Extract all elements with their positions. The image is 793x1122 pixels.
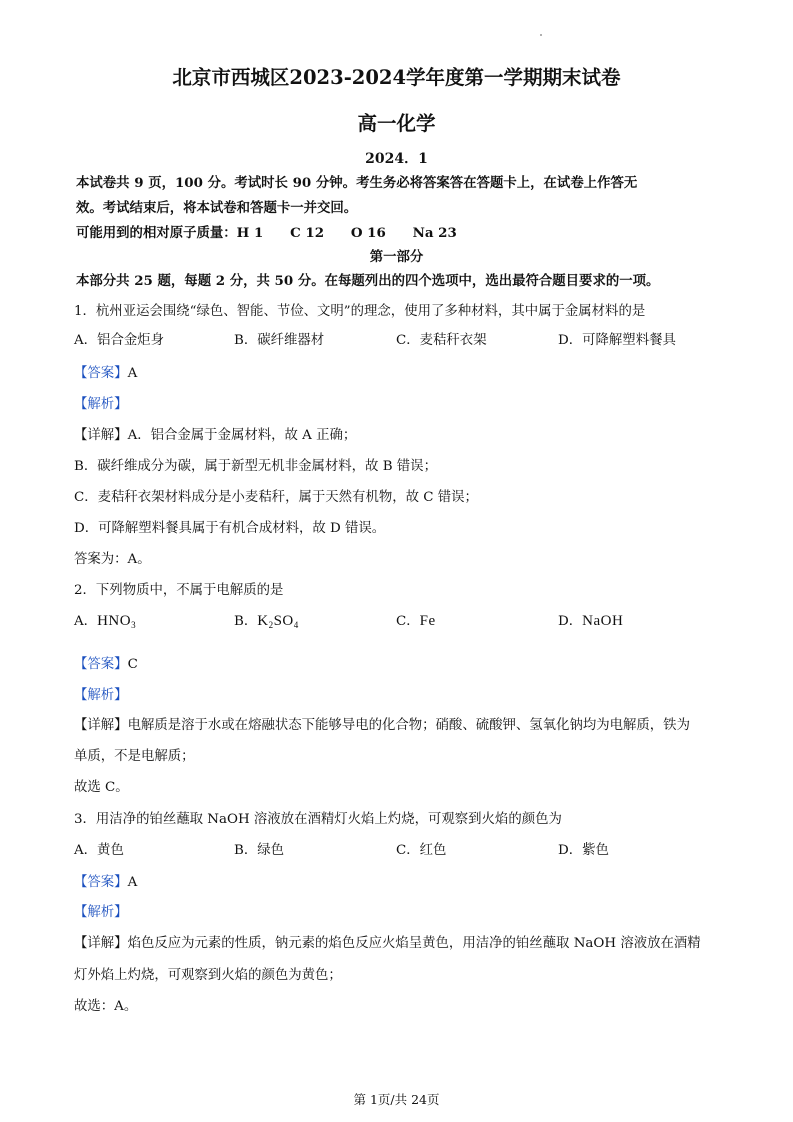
part-title: 第一部分 xyxy=(369,249,424,265)
q3-analysis-line xyxy=(74,901,128,920)
atomic-mass-line: 可能用到的相对原子质量：H 1 C 12 O 16 Na 23 xyxy=(76,225,457,241)
analysis-tag: 【解析】 xyxy=(74,397,128,412)
answer-tag: 【答案】 xyxy=(74,366,128,381)
answer-tag: 【答案】 xyxy=(74,657,128,672)
intro-line-1: 本试卷共 9 页，100 分。考试时长 90 分钟。考生务必将答案答在答题卡上，在试卷上作答无 xyxy=(76,175,638,191)
q2-detail-2: 单质，不是电解质； xyxy=(74,749,195,764)
q1-conclusion: 答案为：A。 xyxy=(74,552,151,567)
q1-option-d: D．可降解塑料餐具 xyxy=(558,333,676,348)
subject-title: 高一化学 xyxy=(357,112,436,135)
q2-option-c xyxy=(396,610,436,630)
q2-formula-hno3 xyxy=(97,613,136,629)
q3-detail-1: 焰色反应为元素的性质，钠元素的焰色反应火焰呈黄色，用洁净的铂丝蘸取 NaOH 溶液放在酒精 xyxy=(127,936,701,951)
q2-formula-k2so4 xyxy=(257,613,299,629)
page-footer: 第 1页/共 24页 xyxy=(353,1092,440,1107)
q1-option-c: C．麦秸秆衣架 xyxy=(396,333,487,348)
q2-analysis-line xyxy=(74,684,128,703)
q1-option-b: B．碳纤维器材 xyxy=(234,333,325,348)
exam-title: 北京市西城区2023-2024学年度第一学期期末试卷 xyxy=(172,66,621,89)
q1-detail-line-1 xyxy=(74,424,356,443)
q1-detail-4: D．可降解塑料餐具属于有机合成材料，故 D 错误。 xyxy=(74,521,386,536)
q2-conclusion: 故选 C。 xyxy=(74,780,129,795)
q3-conclusion: 故选：A。 xyxy=(74,999,138,1014)
q3-option-b: B．绿色 xyxy=(234,843,285,858)
q3-answer: A xyxy=(127,875,138,890)
q2-stem: 2．下列物质中，不属于电解质的是 xyxy=(74,583,284,598)
q2-option-b xyxy=(234,610,299,630)
q2-option-d-letter: D． xyxy=(558,614,583,629)
detail-tag: 【详解】 xyxy=(74,718,128,733)
formula-subscript: 3 xyxy=(131,620,137,630)
q2-option-c-letter: C． xyxy=(396,614,420,629)
detail-tag: 【详解】 xyxy=(74,428,128,443)
formula-text: HNO xyxy=(97,613,132,629)
q2-formula-fe: Fe xyxy=(419,613,436,629)
part-intro: 本部分共 25 题，每题 2 分，共 50 分。在每题列出的四个选项中，选出最符合题目要求的一项。 xyxy=(76,273,660,289)
q3-option-a: A．黄色 xyxy=(74,843,124,858)
q1-answer: A xyxy=(127,366,138,381)
q3-answer-line xyxy=(74,871,137,890)
q3-option-d: D．紫色 xyxy=(558,843,609,858)
q2-option-a xyxy=(74,610,136,630)
scan-dot xyxy=(540,34,542,36)
q3-detail-2: 灯外焰上灼烧，可观察到火焰的颜色为黄色； xyxy=(74,968,342,983)
formula-subscript: 2 xyxy=(268,620,274,630)
q2-option-a-letter: A． xyxy=(74,614,98,629)
q1-option-a: A．铝合金炬身 xyxy=(74,333,165,348)
q2-formula-naoh: NaOH xyxy=(582,613,624,629)
q2-option-b-letter: B． xyxy=(234,614,258,629)
intro-line-2: 效。考试结束后，将本试卷和答题卡一并交回。 xyxy=(76,200,358,216)
q3-detail-line-1 xyxy=(74,932,701,951)
formula-text: SO xyxy=(273,613,294,629)
q3-option-c: C．红色 xyxy=(396,843,447,858)
formula-subscript: 4 xyxy=(293,620,299,630)
q1-detail-2: B．碳纤维成分为碳，属于新型无机非金属材料，故 B 错误； xyxy=(74,459,437,474)
q1-stem: 1．杭州亚运会围绕“绿色、智能、节俭、文明”的理念，使用了多种材料，其中属于金属材料的是 xyxy=(74,304,646,319)
q3-stem: 3．用洁净的铂丝蘸取 NaOH 溶液放在酒精灯火焰上灼烧，可观察到火焰的颜色为 xyxy=(74,812,562,827)
detail-tag: 【详解】 xyxy=(74,936,128,951)
q2-option-d xyxy=(558,610,623,630)
answer-tag: 【答案】 xyxy=(74,875,128,890)
q2-answer-line xyxy=(74,653,138,672)
exam-date: 2024．1 xyxy=(365,151,428,167)
q2-detail-1: 电解质是溶于水或在熔融状态下能够导电的化合物；硝酸、硫酸钾、氢氧化钠均为电解质，铁为 xyxy=(127,718,690,733)
q2-detail-line-1 xyxy=(74,714,690,733)
q1-detail-1: A．铝合金属于金属材料，故 A 正确； xyxy=(127,428,357,443)
analysis-tag: 【解析】 xyxy=(74,688,128,703)
analysis-tag: 【解析】 xyxy=(74,905,128,920)
q2-answer: C xyxy=(127,657,138,672)
q1-detail-3: C．麦秸秆衣架材料成分是小麦秸秆，属于天然有机物，故 C 错误； xyxy=(74,490,478,505)
q1-answer-line xyxy=(74,362,137,381)
q1-analysis-line xyxy=(74,393,128,412)
formula-text: K xyxy=(257,613,269,629)
